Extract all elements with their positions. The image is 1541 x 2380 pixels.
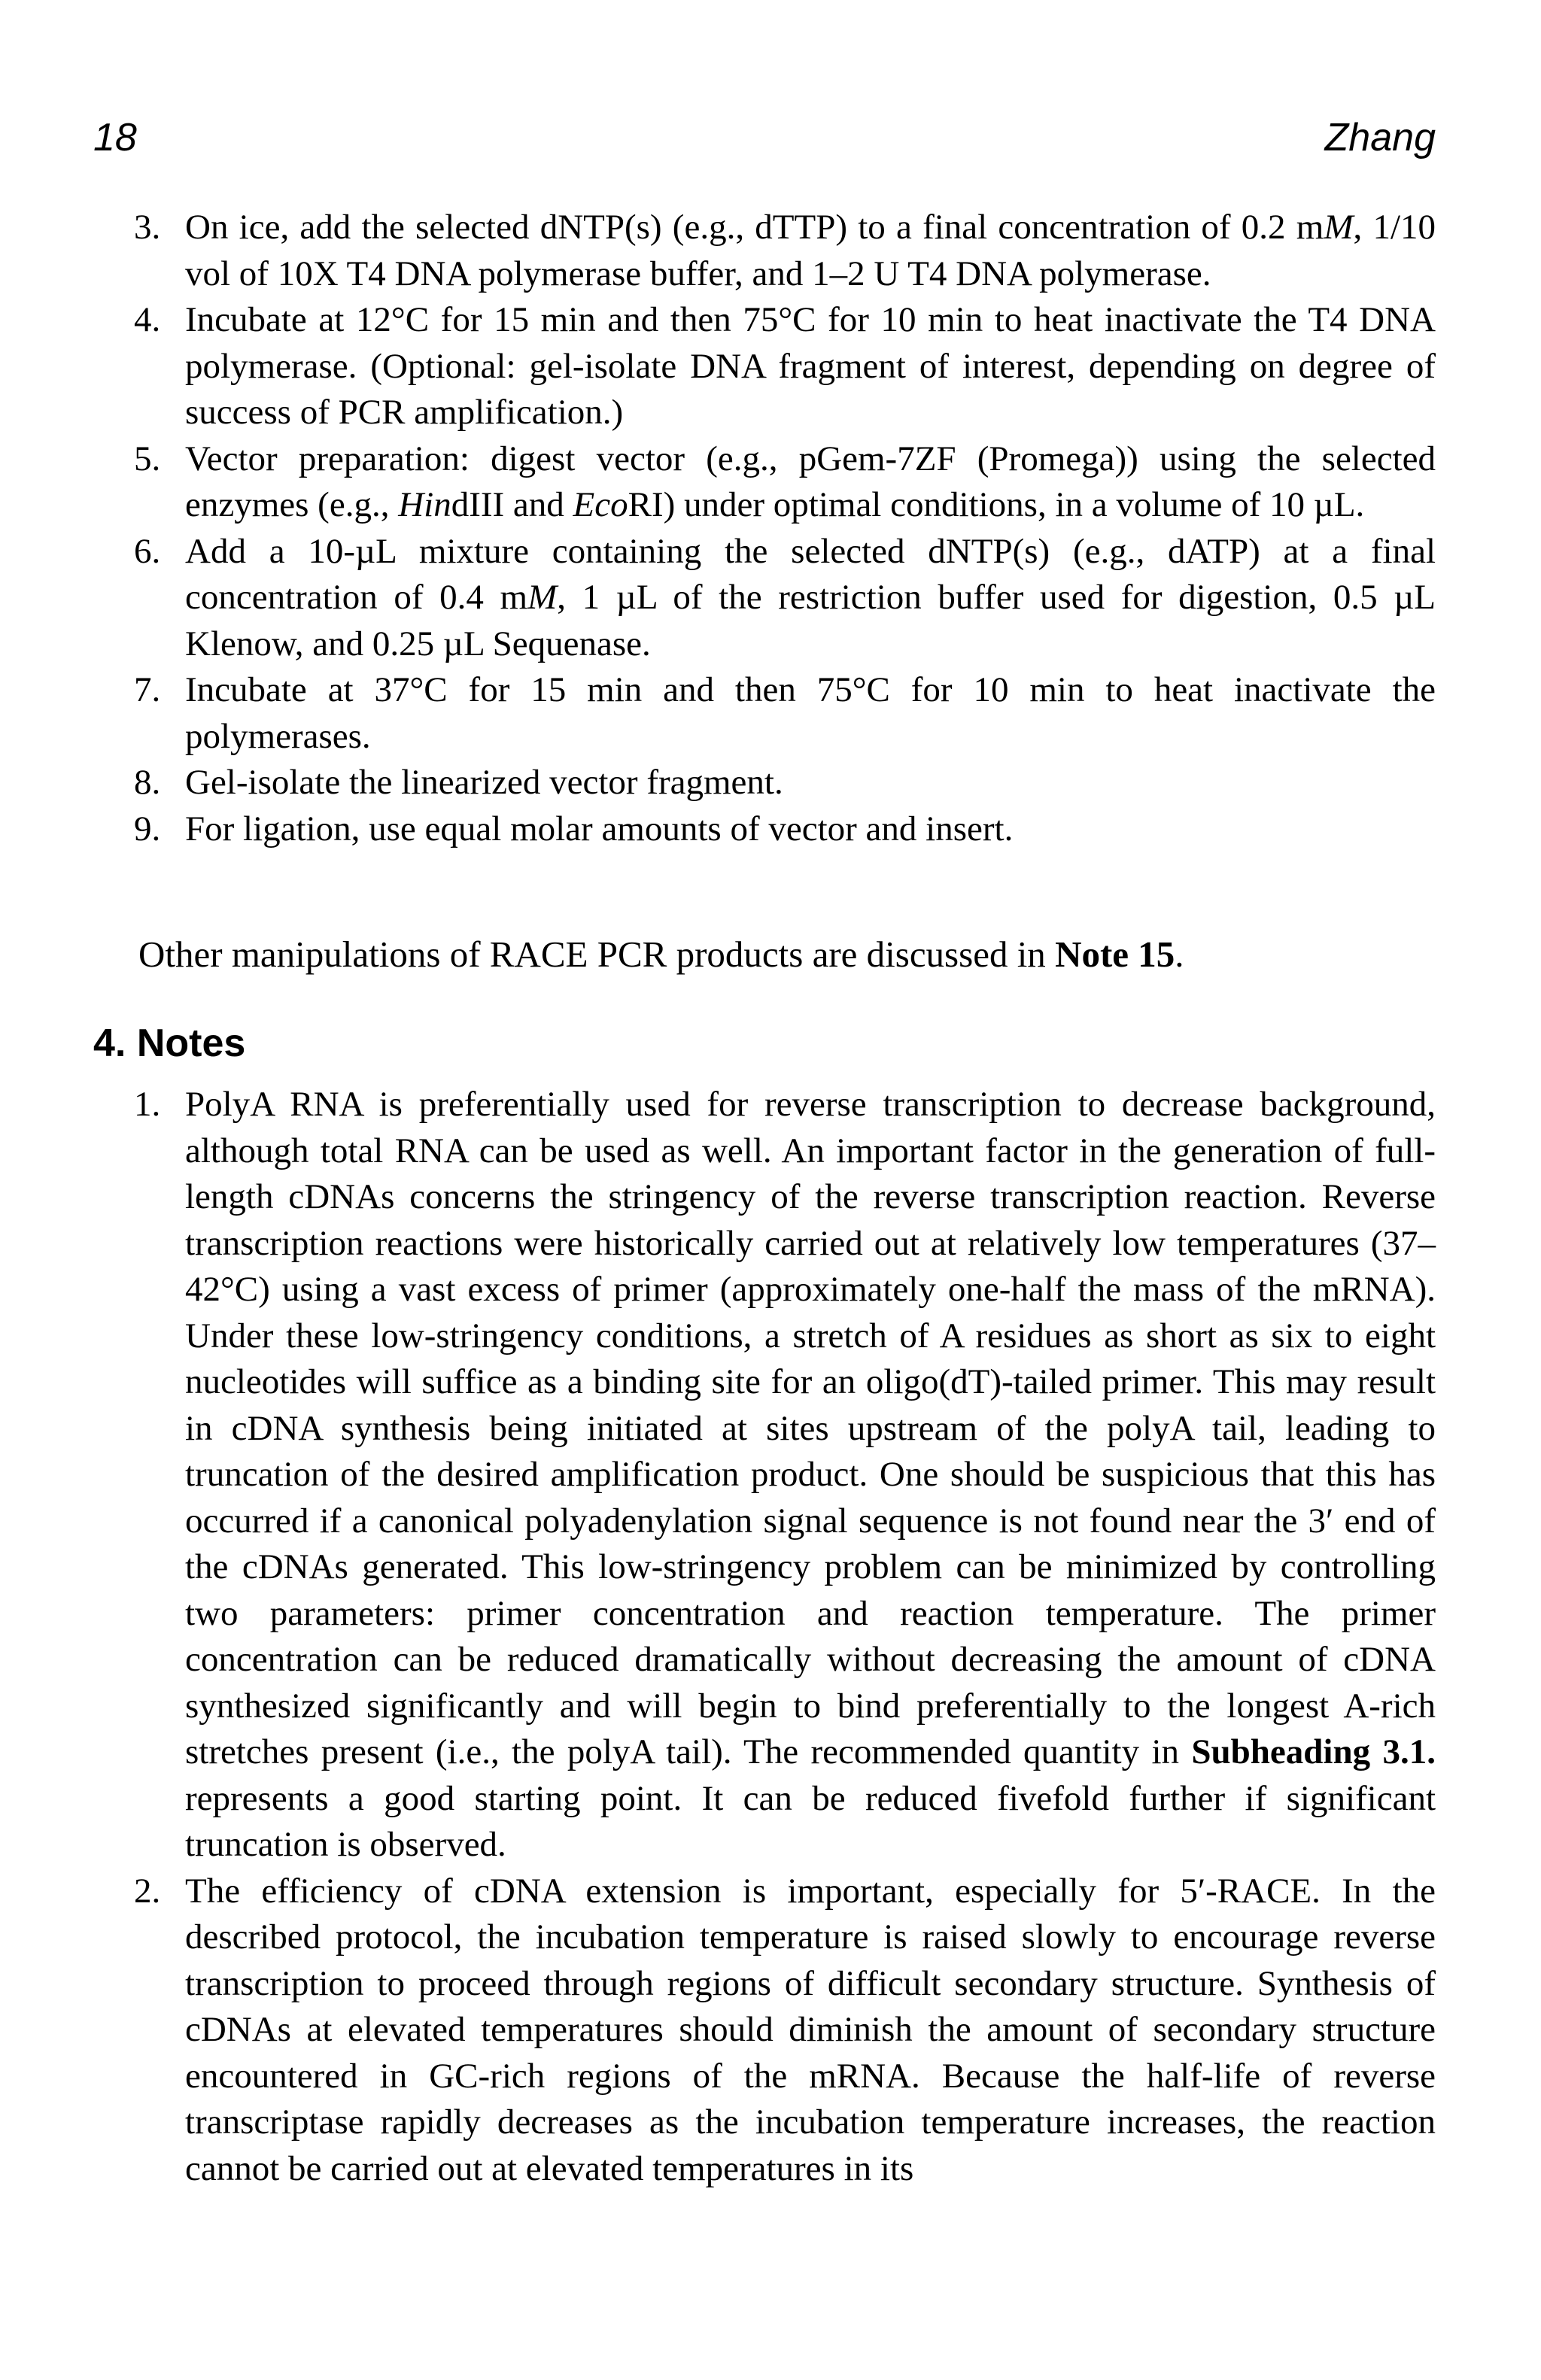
protocol-steps (93, 205, 1436, 852)
protocol-step-number: 8. (134, 763, 161, 802)
note-item-text: PolyA RNA is preferentially used for reverse transcription to decrease background, although total RNA can be used as well. An important factor in the generation of full-length cDNAs concerns the stringency of the reverse transcription reaction. Reverse transcription reactions were historically carried out at relatively low temperatures (37–42°C) using a vast excess of primer (approximately one-half the mass of the mRNA). Under these low-stringency conditions, a stretch of A residues as short as six to eight nucleotides will suffice as a binding site for an oligo(dT)-tailed primer. This may result in cDNA synthesis being initiated at sites upstream of the polyA tail, leading to truncation of the desired amplification product. One should be suspicious that this has occurred if a canonical polyadenylation signal sequence is not found near the 3′ end of the cDNAs generated. This low-stringency problem can be minimized by controlling two parameters: primer concentration and reaction temperature. The primer concentration can be reduced dramatically without decreasing the amount of cDNA synthesized significantly and will begin to bind preferentially to the longest A-rich stretches present (i.e., the polyA tail). The recommended quantity in Subheading 3.1. represents a good starting point. It can be reduced fivefold further if significant truncation is observed. (185, 1085, 1436, 1864)
running-head-author: Zhang (1324, 116, 1436, 159)
other-manipulations-paragraph (93, 931, 1436, 978)
protocol-step-number: 7. (134, 670, 161, 709)
protocol-step-number: 9. (134, 809, 161, 848)
note-item-text: The efficiency of cDNA extension is important, especially for 5′-RACE. In the described protocol, the incubation temperature is raised slowly to encourage reverse transcription to proceed through regions of difficult secondary structure. Synthesis of cDNAs at elevated temperatures should diminish the amount of secondary structure encountered in GC-rich regions of the mRNA. Because the half-life of reverse transcriptase rapidly decreases as the incubation temperature increases, the reaction cannot be carried out at elevated temperatures in its (185, 1871, 1436, 2188)
protocol-step-text: Incubate at 12°C for 15 min and then 75°C for 10 min to heat inactivate the T4 DNA polymerase. (Optional: gel-isolate DNA fragment of interest, depending on degree of success of PCR amplification.) (185, 300, 1436, 432)
protocol-step (93, 529, 1436, 668)
note-item (93, 1868, 1436, 2193)
protocol-step-text: Vector preparation: digest vector (e.g., pGem-7ZF (Promega)) using the selected enzymes (e.g., HindIII and EcoRI) under optimal conditions, in a volume of 10 µL. (185, 439, 1436, 524)
note-item (93, 1082, 1436, 1868)
protocol-step (93, 806, 1436, 853)
protocol-step (93, 436, 1436, 529)
page-number: 18 (93, 116, 137, 159)
protocol-step (93, 667, 1436, 760)
other-manipulations-text: Other manipulations of RACE PCR products are discussed in Note 15. (138, 933, 1184, 975)
protocol-step-number: 4. (134, 300, 161, 339)
note-item-number: 1. (134, 1085, 161, 1124)
protocol-step-text: Incubate at 37°C for 15 min and then 75°C for 10 min to heat inactivate the polymerases. (185, 670, 1436, 756)
protocol-step-text: For ligation, use equal molar amounts of vector and insert. (185, 809, 1014, 848)
protocol-step-text: On ice, add the selected dNTP(s) (e.g., dTTP) to a final concentration of 0.2 mM, 1/10 vol of 10X T4 DNA polymerase buffer, and 1–2 U T4 DNA polymerase. (185, 208, 1436, 293)
notes-heading: 4. Notes (93, 1022, 246, 1065)
note-item-number: 2. (134, 1871, 161, 1911)
notes-list (93, 1082, 1436, 2192)
running-head (93, 111, 1436, 164)
protocol-step-text: Gel-isolate the linearized vector fragment. (185, 763, 783, 802)
protocol-step-number: 5. (134, 439, 161, 478)
protocol-step (93, 297, 1436, 436)
notes-section (93, 1082, 1436, 2192)
steps-list (93, 205, 1436, 852)
protocol-step (93, 205, 1436, 297)
protocol-step (93, 760, 1436, 806)
protocol-step-number: 6. (134, 531, 161, 571)
protocol-step-number: 3. (134, 208, 161, 247)
protocol-step-text: Add a 10-µL mixture containing the selected dNTP(s) (e.g., dATP) at a final concentration of 0.4 mM, 1 µL of the restriction buffer used for digestion, 0.5 µL Klenow, and 0.25 µL Sequenase. (185, 531, 1436, 663)
